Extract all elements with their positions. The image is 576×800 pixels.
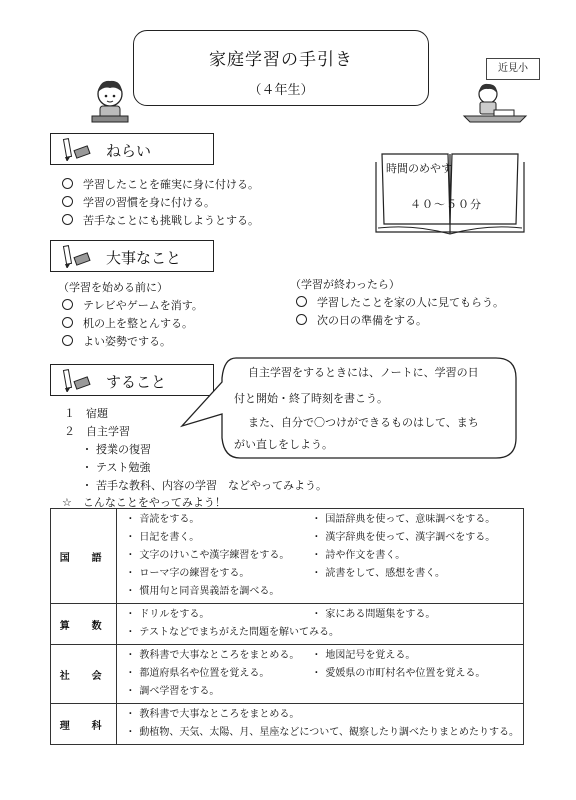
activity-item: ・ 家にある問題集をする。 [311,609,436,620]
pencil-eraser-icon [61,368,99,392]
grade-label: （４年生） [248,83,314,98]
todo-self-study: ２ 自主学習 [64,425,130,438]
activities-cell [117,704,524,745]
try-heading: ☆ こんなことをやってみよう！ [62,496,226,509]
section-todo-label: すること [106,373,167,391]
subject-cell: 国 語 [51,509,117,604]
section-important-heading [50,240,214,272]
circle-bullet-icon [296,296,307,307]
section-aim-label: ねらい [106,142,152,160]
circle-bullet-icon [296,314,307,325]
title-box [133,30,429,106]
activities-cell [117,645,524,704]
circle-bullet-icon [62,299,73,310]
activity-item: ・ 読書をして、感想を書く。 [311,568,445,579]
table-row [51,645,524,704]
todo-sub-item: ・ 苦手な教科、内容の学習 などやってみよう。 [81,479,327,492]
aim-item: 苦手なことにも挑戦しようとする。 [62,212,259,228]
before-item: 机の上を整とんする。 [62,315,193,331]
activity-item: ・ 音読をする。 [125,514,200,525]
activity-item: ・ テストなどでまちがえた問題を解いてみる。 [125,627,339,638]
activities-cell [117,604,524,645]
after-item: 次の日の準備をする。 [296,312,427,328]
activity-item: ・ 教科書で大事なところをまとめる。 [125,650,300,661]
activity-item: ・ 日記を書く。 [125,532,200,543]
child-illustration-left [86,76,136,124]
activity-item: ・ 教科書で大事なところをまとめる。 [125,709,300,720]
section-aim-heading [50,133,214,165]
activity-item: ・ 文字のけいこや漢字練習をする。 [125,550,290,561]
aim-item: 学習の習慣を身に付ける。 [62,194,215,210]
todo-sub-item: ・ 授業の復習 [81,443,151,456]
time-label: 時間のめやす [386,162,452,175]
activity-item: ・ 動植物、天気、太陽、月、星座などについて、観察したり調べたりまとめたりする。 [125,727,519,738]
page-title: 家庭学習の手引き [209,50,353,70]
table-row [51,604,524,645]
activity-item: ・ 地図記号を覚える。 [311,650,416,661]
bubble-line: 付と開始・終了時刻を書こう。 [234,392,388,405]
activity-item: ・ ローマ字の練習をする。 [125,568,250,579]
activity-item: ・ 慣用句と同音異義語を調べる。 [125,586,280,597]
todo-sub-item: ・ テスト勉強 [81,461,151,474]
before-label: （学習を始める前に） [58,281,168,294]
subject-cell: 社 会 [51,645,117,704]
todo-homework: １ 宿題 [64,407,108,420]
circle-bullet-icon [62,214,73,225]
before-item: よい姿勢でする。 [62,333,171,349]
pencil-eraser-icon [61,244,99,268]
activity-table [50,508,524,745]
bubble-line: 自主学習をするときには、ノートに、学習の日 [248,366,479,379]
activity-item: ・ 調べ学習をする。 [125,686,220,697]
subject-cell: 理 科 [51,704,117,745]
circle-bullet-icon [62,335,73,346]
school-name: 近見小 [486,58,540,80]
activity-item: ・ 愛媛県の市町村名や位置を覚える。 [311,668,486,679]
activity-item: ・ 漢字辞典を使って、漢字調べをする。 [311,532,496,543]
bubble-line: がい直しをしよう。 [234,438,333,451]
before-item: テレビやゲームを消す。 [62,297,203,313]
circle-bullet-icon [62,317,73,328]
activity-item: ・ 国語辞典を使って、意味調べをする。 [311,514,496,525]
after-item: 学習したことを家の人に見てもらう。 [296,294,504,310]
table-row [51,509,524,604]
aim-item: 学習したことを確実に身に付ける。 [62,176,259,192]
activity-item: ・ 詩や作文を書く。 [311,550,406,561]
section-important-label: 大事なこと [106,249,182,267]
activity-item: ・ 都道府県名や位置を覚える。 [125,668,270,679]
table-row [51,704,524,745]
after-label: （学習が終わったら） [290,278,400,291]
circle-bullet-icon [62,196,73,207]
activities-cell [117,509,524,604]
bubble-line: また、自分で〇つけができるものはして、まち [248,416,479,429]
circle-bullet-icon [62,178,73,189]
time-value: ４０～５０分 [410,198,482,211]
activity-item: ・ ドリルをする。 [125,609,210,620]
child-illustration-right [460,80,530,124]
pencil-eraser-icon [61,137,99,161]
subject-cell: 算 数 [51,604,117,645]
